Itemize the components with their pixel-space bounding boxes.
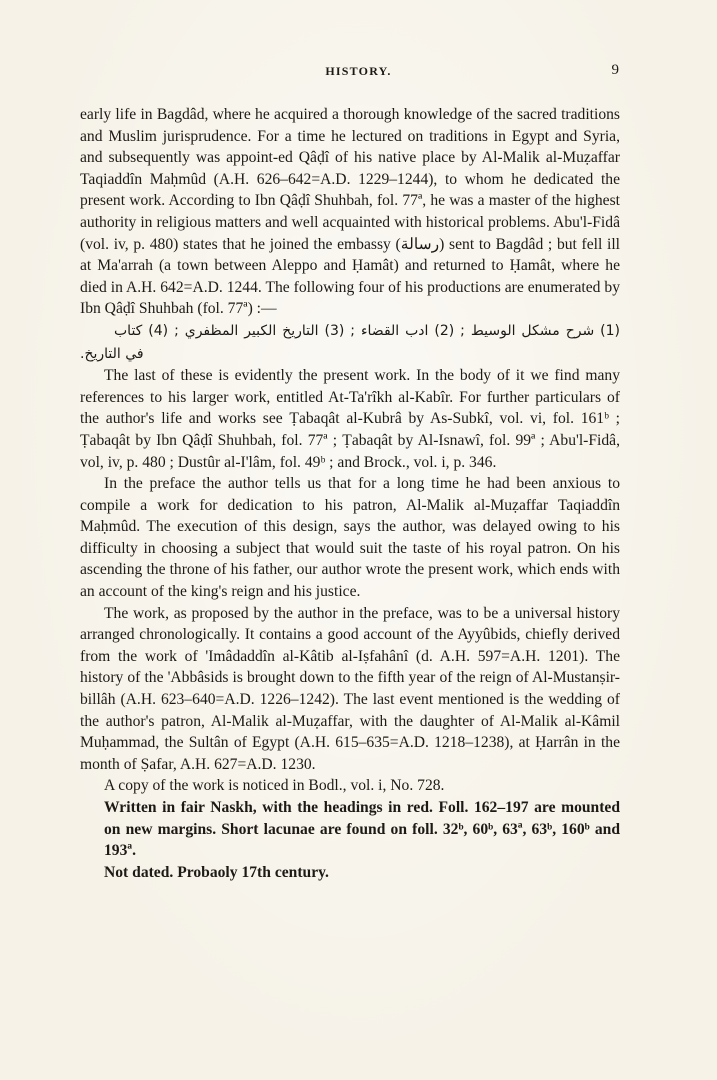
body-text (80, 104, 620, 883)
running-title: HISTORY. (325, 64, 392, 78)
paragraph-references: The last of these is evidently the present work. In the body of it we find many references to his larger work, entitled At-Ta'rîkh al-Kabîr. For further particulars of the author's life and works see Ṭabaqât al-Kubrâ by As-Subkî, vol. vi, fol. 161ᵇ ; Ṭabaqât by Ibn Qâḍî Shuhbah, fol. 77ª ; Ṭabaqât by Al-Isnawî, fol. 99ª ; Abu'l-Fidâ, vol, iv, p. 480 ; Dustûr al-I'lâm, fol. 49ᵇ ; and Brock., vol. i, p. 346. (80, 367, 620, 471)
page-number: 9 (611, 62, 619, 78)
arabic-works-list (80, 320, 620, 365)
running-head (0, 64, 717, 84)
paragraph-copy-note: A copy of the work is noticed in Bodl., vol. i, No. 728. (104, 777, 445, 795)
arabic-works-text: (1) شرح مشكل الوسيط ; (2) ادب القضاء ; (3) التاريخ الكبير المظفري ; (4) كتاب في التاريخ. (80, 322, 620, 362)
paragraph-dating: Not dated. Probaoly 17th century. (104, 863, 329, 881)
paragraph-preface: In the preface the author tells us that for a long time he had been anxious to compile a work for dedication to his patron, Al-Malik al-Muẓaffar Taqiaddîn Maḥmûd. The execution of this design, says the author, was delayed owing to his difficulty in choosing a subject that would suit the taste of his royal patron. On his ascending the throne of his father, our author wrote the present work, which ends with an account of the king's reign and his justice. (80, 475, 620, 601)
paragraph-author-biography: early life in Bagdâd, where he acquired a thorough knowledge of the sacred traditions and Muslim jurisprudence. For a time he lectured on traditions in Egypt and Syria, and subsequently was appoint-ed Qâḍî of his native place by Al-Malik al-Muẓaffar Taqiaddîn Maḥmûd (A.H. 626–642=A.D. 1229–1244), to whom he dedicated the present work. According to Ibn Qâḍî Shuhbah, fol. 77ª, he was a master of the highest authority in religious matters and well acquainted with historical problems. Abu'l-Fidâ (vol. iv, p. 480) states that he joined the embassy (رسالة) sent to Bagdâd ; but fell ill at Ma'arrah (a town between Aleppo and Ḥamât) and returned to Ḥamât, where he died in A.H. 642=A.D. 1244. The following four of his productions are enumerated by Ibn Qâḍî Shuhbah (fol. 77ª) :— (80, 106, 620, 318)
paragraph-contents: The work, as proposed by the author in the preface, was to be a universal history arranged chronologically. It contains a good account of the Ayyûbids, chiefly derived from the work of 'Imâdaddîn al-Kâtib al-Iṣfahânî (d. A.H. 597=A.H. 1201). The history of the 'Abbâsids is brought down to the fifth year of the reign of Al-Mustanṣir-billâh (A.H. 623–640=A.D. 1226–1242). The last event mentioned is the wedding of the author's patron, Al-Malik al-Muẓaffar, with the daughter of Al-Malik al-Kâmil Muḥammad, the Sultân of Egypt (A.H. 615–635=A.D. 1218–1238), at Ḥarrân in the month of Ṣafar, A.H. 627=A.D. 1230. (80, 604, 620, 773)
paragraph-manuscript-description: Written in fair Naskh, with the headings in red. Foll. 162–197 are mounted on new margins. Short lacunae are found on foll. 32ᵇ, 60ᵇ, 63ª, 63ᵇ, 160ᵇ and 193ª. (104, 799, 620, 860)
